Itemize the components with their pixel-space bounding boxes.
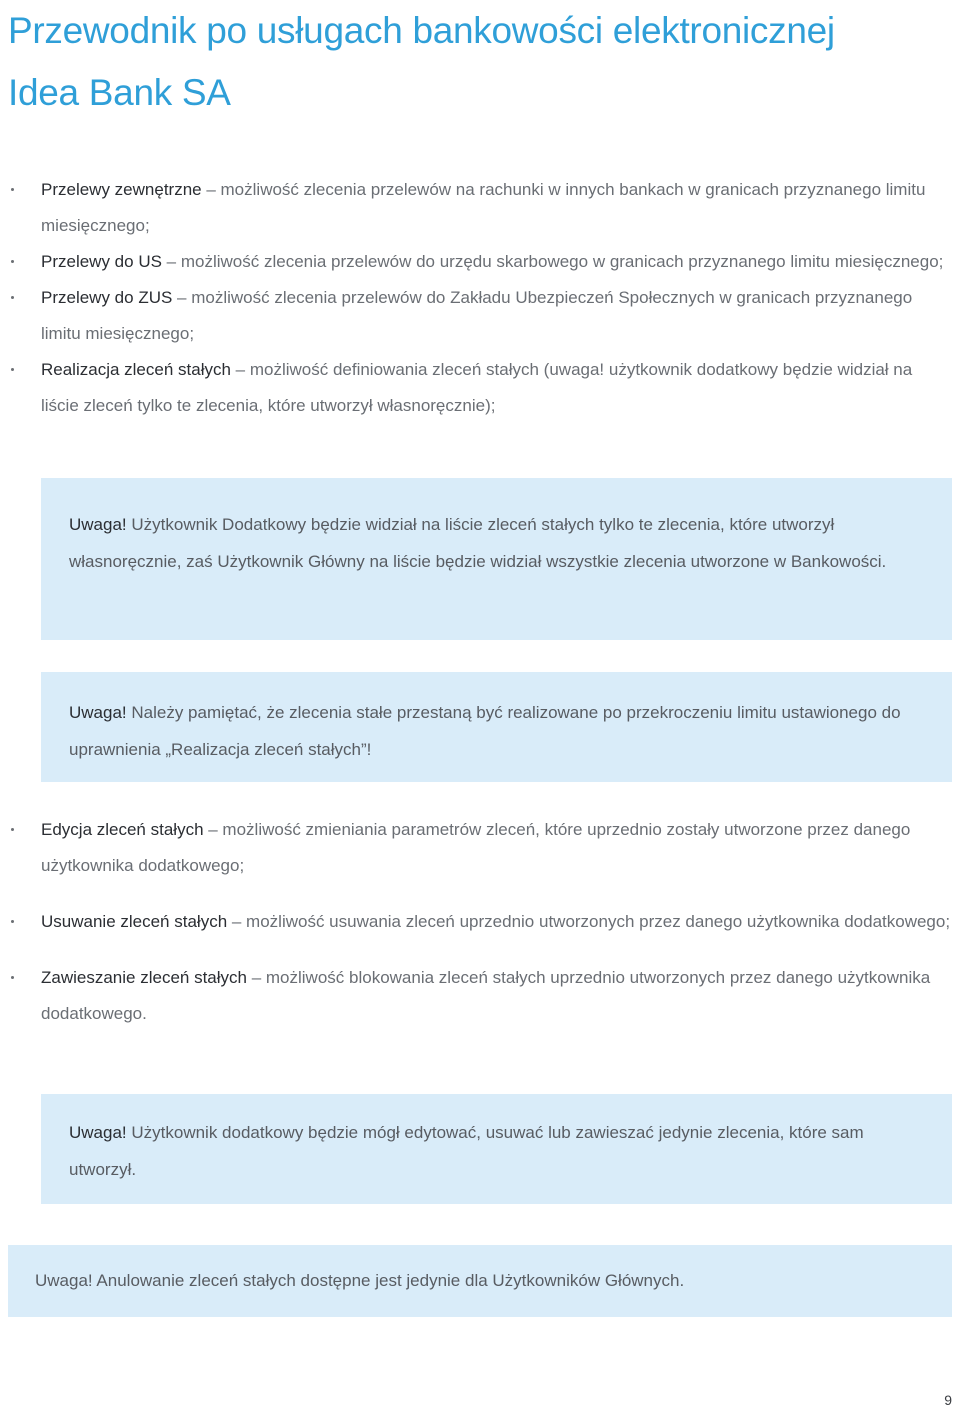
item-description: – możliwość zlecenia przelewów na rachunki w innych bankach w granicach przyznanego limitu miesięcznego; <box>41 180 926 235</box>
page-title-line2: Idea Bank SA <box>8 72 231 113</box>
item-term: Realizacja zleceń stałych <box>41 360 231 379</box>
note-text: Uwaga! Anulowanie zleceń stałych dostępne jest jedynie dla Użytkowników Głównych. <box>35 1271 685 1290</box>
bullet-icon <box>11 260 14 263</box>
bullet-icon <box>11 188 14 191</box>
item-description: – możliwość usuwania zleceń uprzednio utworzonych przez danego użytkownika dodatkowego; <box>227 912 951 931</box>
note-text: Użytkownik dodatkowy będzie mógł edytować, usuwać lub zawieszać jedynie zlecenia, które sam utworzył. <box>69 1123 864 1179</box>
item-term: Przelewy zewnętrzne <box>41 180 202 199</box>
item-description: – możliwość blokowania zleceń stałych uprzednio utworzonych przez danego użytkownika dodatkowego. <box>41 968 931 1023</box>
item-term: Edycja zleceń stałych <box>41 820 204 839</box>
item-description: – możliwość zlecenia przelewów do urzędu skarbowego w granicach przyznanego limitu miesięcznego; <box>161 252 944 271</box>
note-label: Uwaga! <box>69 703 127 722</box>
bullet-icon <box>11 920 14 923</box>
list-item <box>0 352 960 424</box>
note-box-2 <box>41 672 952 782</box>
note-box-4 <box>8 1245 952 1317</box>
note-text: Należy pamiętać, że zlecenia stałe przestaną być realizowane po przekroczeniu limitu ustawionego do uprawnienia „Realizacja zleceń stałych”! <box>69 703 901 759</box>
item-term: Zawieszanie zleceń stałych <box>41 968 247 987</box>
bullet-icon <box>11 828 14 831</box>
permissions-list-2 <box>0 812 960 1032</box>
item-term: Usuwanie zleceń stałych <box>41 912 228 931</box>
item-description: – możliwość zmieniania parametrów zleceń, które uprzednio zostały utworzone przez danego użytkownika dodatkowego; <box>41 820 911 875</box>
item-description: – możliwość zlecenia przelewów do Zakładu Ubezpieczeń Społecznych w granicach przyznanego limitu miesięcznego; <box>41 288 913 343</box>
list-item <box>0 904 960 940</box>
list-item <box>0 812 960 884</box>
note-box-1 <box>41 478 952 640</box>
list-item <box>0 280 960 352</box>
list-item <box>0 172 960 244</box>
list-item <box>0 960 960 1032</box>
list-item <box>0 244 960 280</box>
page-number: 9 <box>944 1392 952 1408</box>
item-term: Przelewy do ZUS <box>41 288 173 307</box>
note-label: Uwaga! <box>69 515 127 534</box>
note-text: Użytkownik Dodatkowy będzie widział na liście zleceń stałych tylko te zlecenia, które utworzył własnoręcznie, zaś Użytkownik Główny na liście będzie widział wszystkie zlecenia utworzone w Bankowości. <box>69 515 887 571</box>
note-label: Uwaga! <box>69 1123 127 1142</box>
page-title-line1: Przewodnik po usługach bankowości elektronicznej <box>8 10 835 51</box>
note-box-3 <box>41 1094 952 1204</box>
permissions-list-1 <box>0 172 960 424</box>
bullet-icon <box>11 296 14 299</box>
bullet-icon <box>11 976 14 979</box>
item-description: – możliwość definiowania zleceń stałych (uwaga! użytkownik dodatkowy będzie widział na liście zleceń tylko te zlecenia, które utworzył własnoręcznie); <box>41 360 913 415</box>
item-term: Przelewy do US <box>41 252 162 271</box>
bullet-icon <box>11 368 14 371</box>
page-title <box>8 0 958 124</box>
